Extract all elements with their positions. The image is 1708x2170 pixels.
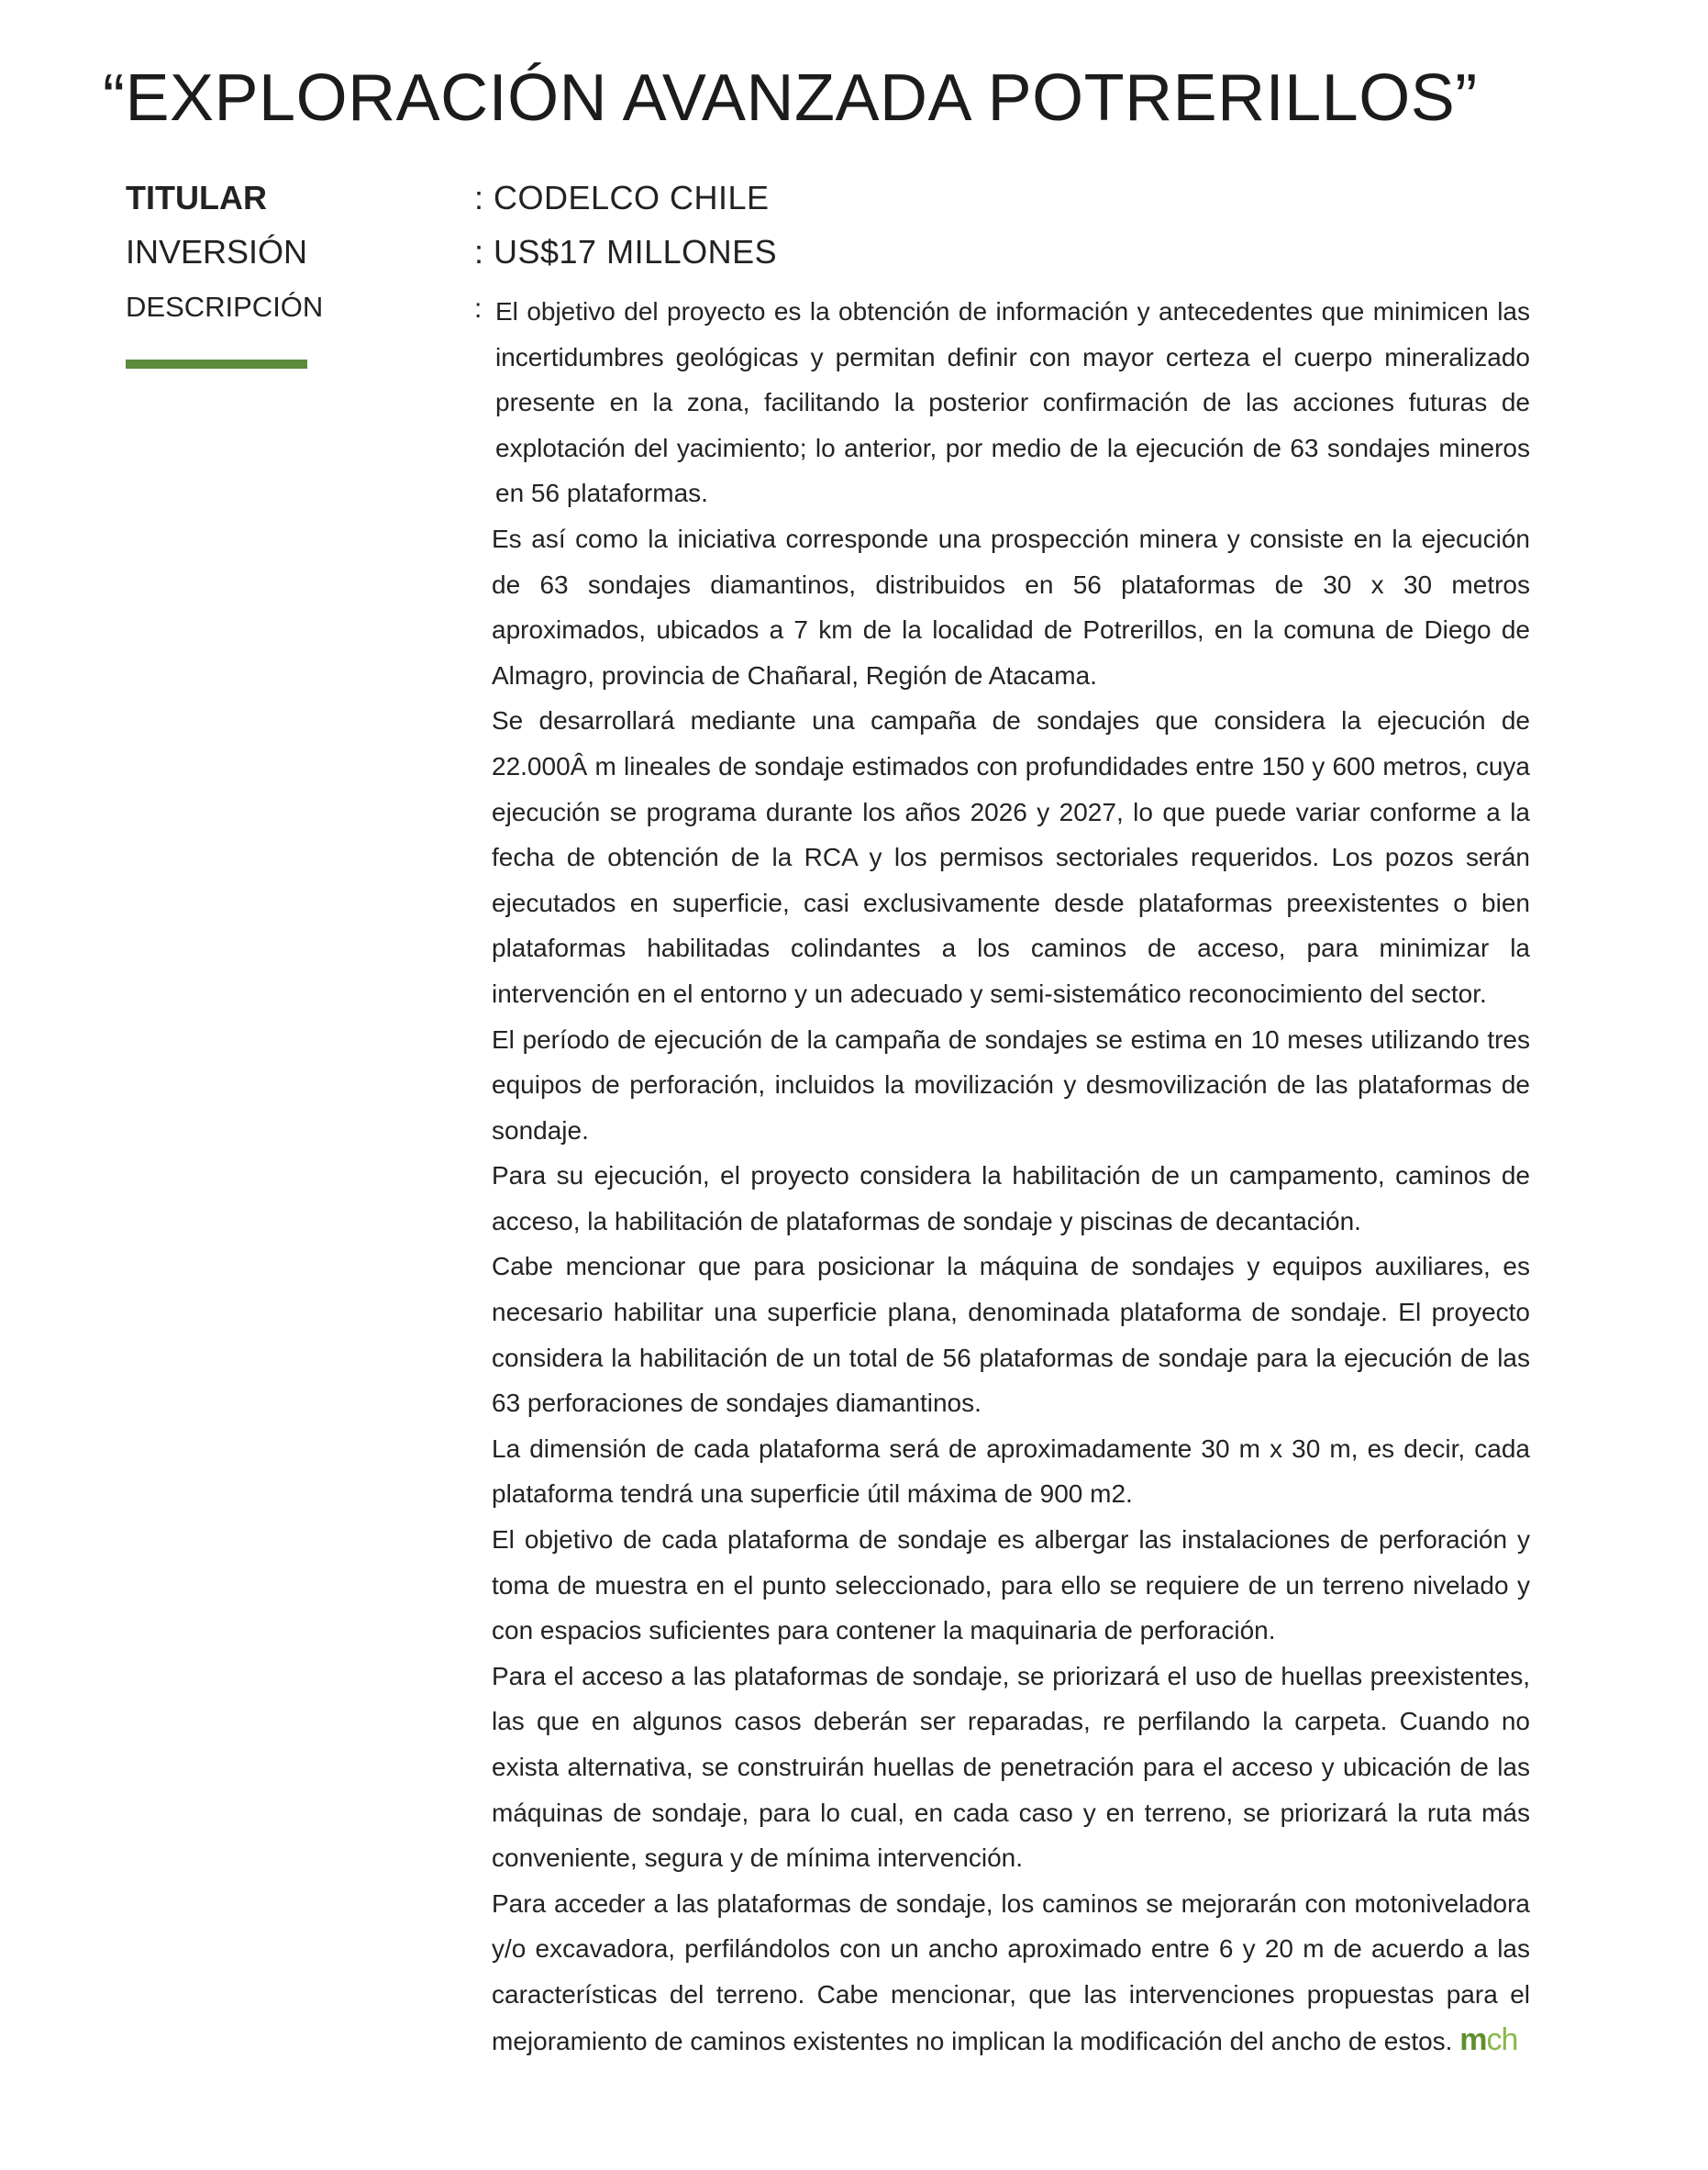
mch-logo — [1459, 2022, 1517, 2057]
descripcion-separator: : — [474, 293, 482, 324]
description-paragraph-text: Para acceder a las plataformas de sondaje, los caminos se mejorarán con motoniveladora y/o excavadora, perfilándolos con un ancho aproximado entre 6 y 20 m de acuerdo a las características del terreno. Cabe mencionar, que las intervenciones propuestas para el mejoramiento de caminos existentes no implican la modificación del ancho de estos. — [492, 1888, 1530, 2055]
titular-label: TITULAR — [126, 179, 267, 216]
description-paragraph: El objetivo del proyecto es la obtención de información y antecedentes que minimicen las incertidumbres geológicas y permitan definir con mayor certeza el cuerpo mineralizado presente en la zona, facilitando la posterior confirmación de las acciones futuras de explotación del yacimiento; lo anterior, por medio de la ejecución de 63 sondajes mineros en 56 plataformas. — [495, 297, 1530, 508]
inversion-label: INVERSIÓN — [126, 233, 308, 271]
page-title: “EXPLORACIÓN AVANZADA POTRERILLOS” — [103, 61, 1478, 135]
description-paragraph: La dimensión de cada plataforma será de aproximadamente 30 m x 30 m, es decir, cada plataforma tendrá una superficie útil máxima de 900 m2. — [492, 1434, 1530, 1509]
description-paragraph: Se desarrollará mediante una campaña de sondajes que considera la ejecución de 22.000Â m lineales de sondaje estimados con profundidades entre 150 y 600 metros, cuya ejecución se programa durante los años 2026 y 2027, lo que puede variar conforme a la fecha de obtención de la RCA y los permisos sectoriales requeridos. Los pozos serán ejecutados en superficie, casi exclusivamente desde plataformas preexistentes o bien plataformas habilitadas colindantes a los caminos de acceso, para minimizar la intervención en el entorno y un adecuado y semi-sistemático reconocimiento del sector. — [492, 706, 1530, 1008]
logo-m: m — [1459, 2021, 1487, 2057]
description-paragraph: El período de ejecución de la campaña de sondajes se estima en 10 meses utilizando tres equipos de perforación, incluidos la movilización y desmovilización de las plataformas de sondaje. — [492, 1024, 1530, 1145]
description-paragraph: Cabe mencionar que para posicionar la máquina de sondajes y equipos auxiliares, es necesario habilitar una superficie plana, denominada plataforma de sondaje. El proyecto considera la habilitación de un total de 56 plataformas de sondaje para la ejecución de las 63 perforaciones de sondajes diamantinos. — [492, 1252, 1530, 1418]
titular-value: CODELCO CHILE — [494, 179, 770, 216]
logo-ch: ch — [1486, 2021, 1518, 2057]
description-paragraph: Para su ejecución, el proyecto considera la habilitación de un campamento, caminos de acceso, la habilitación de plataformas de sondaje y piscinas de decantación. — [492, 1161, 1530, 1235]
descripcion-label: DESCRIPCIÓN — [126, 291, 324, 323]
accent-divider — [126, 360, 307, 369]
description-paragraph: El objetivo de cada plataforma de sondaje es albergar las instalaciones de perforación y toma de muestra en el punto seleccionado, para ello se requiere de un terreno nivelado y con espacios suficientes para contener la maquinaria de perforación. — [492, 1525, 1530, 1645]
description-paragraph-last — [492, 1881, 1530, 2064]
inversion-separator: : — [474, 233, 484, 271]
inversion-value: US$17 MILLONES — [494, 233, 778, 271]
description-body — [492, 289, 1530, 2064]
titular-separator: : — [474, 179, 484, 216]
description-paragraph: Para el acceso a las plataformas de sondaje, se priorizará el uso de huellas preexistentes, las que en algunos casos deberán ser reparadas, re perfilando la carpeta. Cuando no exista alternativa, se construirán huellas de penetración para el acceso y ubicación de las máquinas de sondaje, para lo cual, en cada caso y en terreno, se priorizará la ruta más conveniente, segura y de mínima intervención. — [492, 1661, 1530, 1873]
description-paragraph: Es así como la iniciativa corresponde una prospección minera y consiste en la ejecución de 63 sondajes diamantinos, distribuidos en 56 plataformas de 30 x 30 metros aproximados, ubicados a 7 km de la localidad de Potrerillos, en la comuna de Diego de Almagro, provincia de Chañaral, Región de Atacama. — [492, 524, 1530, 690]
